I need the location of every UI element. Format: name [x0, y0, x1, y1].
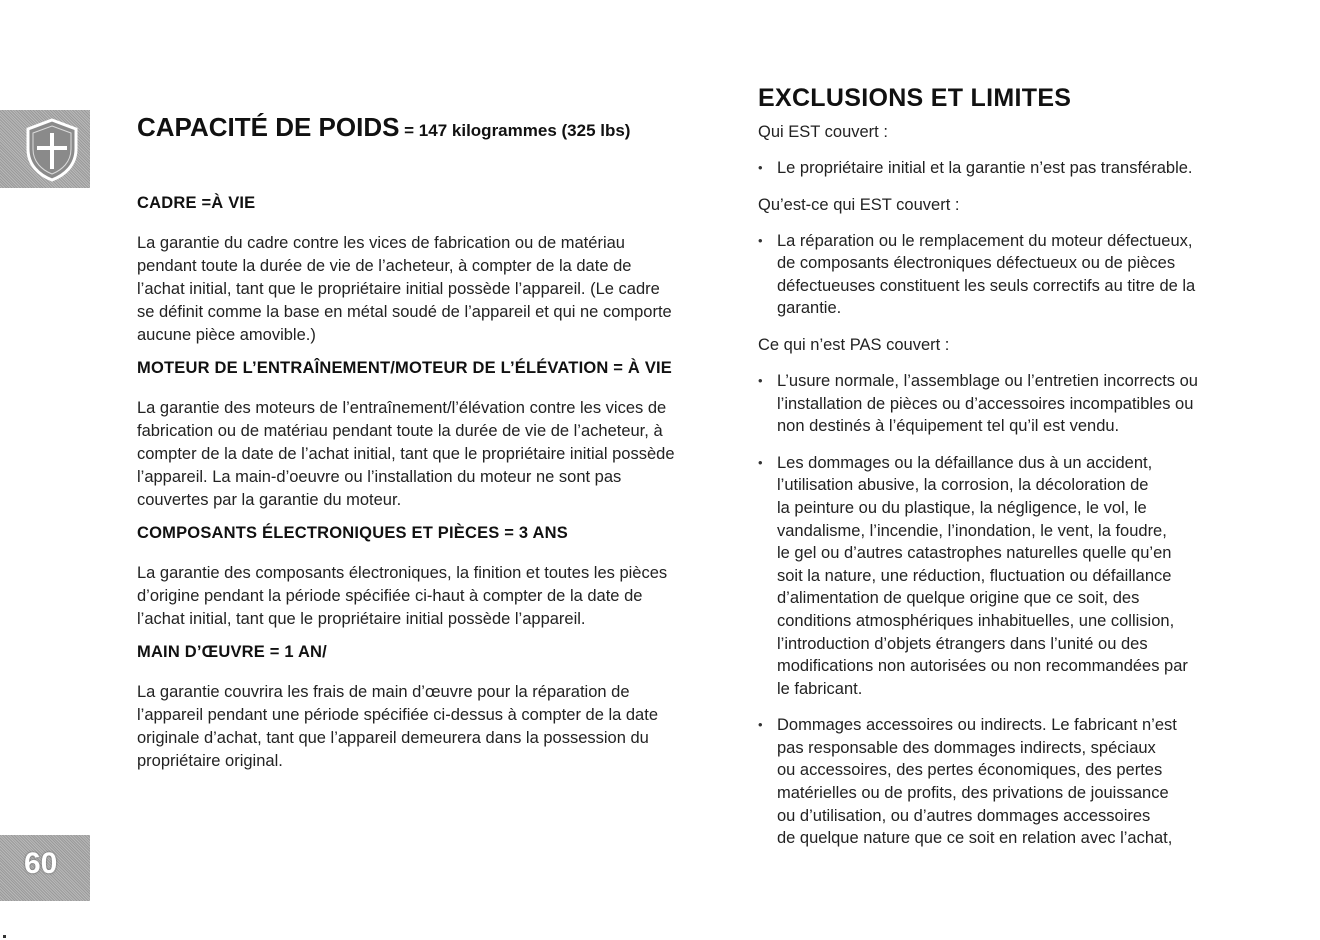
paragraph-line: se définit comme la base en métal soudé de l’appareil et qui ne comporte [137, 303, 672, 321]
bullet-line: de quelque nature que ce soit en relation avec l’achat, [777, 829, 1173, 848]
exclusions-column [758, 84, 1248, 864]
paragraph-line: propriétaire original. [137, 752, 283, 770]
paragraph-line: aucune pièce amovible.) [137, 326, 316, 344]
bullet-line: l’utilisation abusive, la corrosion, la décoloration de [777, 476, 1149, 495]
bullet-line: le fabricant. [777, 679, 863, 698]
weight-capacity-title [137, 112, 630, 143]
bullet-line: défectueuses constituent les seuls correctifs au titre de la [777, 276, 1196, 295]
bullet-item [758, 714, 1248, 850]
paragraph-line: l’appareil pendant une période spécifiée ci-dessus à compter de la date [137, 706, 658, 724]
bullet-line: modifications non autorisées ou non recommandées par [777, 657, 1188, 676]
paragraph-line: l’achat initial, tant que le propriétaire initial possède l’appareil. (Le cadre [137, 280, 660, 298]
bullet-line: garantie. [777, 299, 842, 318]
section-paragraph [137, 232, 727, 347]
section-paragraph [137, 681, 727, 773]
bullet-line: soit la nature, une réduction, fluctuation ou défaillance [777, 566, 1172, 585]
weight-capacity-value: = 147 kilogrammes (325 lbs) [399, 121, 631, 140]
bullet-line: non destinés à l’équipement tel qu’il est vendu. [777, 417, 1120, 436]
bullet-line: ou d’utilisation, ou d’autres dommages accessoires [777, 806, 1151, 825]
bullet-line: • La réparation ou le remplacement du moteur défectueux, [777, 231, 1193, 250]
bullet-line: l’installation de pièces ou d’accessoires incompatibles ou [777, 394, 1194, 413]
shield-icon [22, 117, 82, 183]
bullet-line: ou accessoires, des pertes économiques, des pertes [777, 761, 1163, 780]
bullet-line: • L’usure normale, l’assemblage ou l’entretien incorrects ou [777, 371, 1198, 390]
section-heading: CADRE =À VIE [137, 194, 256, 212]
page-mark [3, 935, 6, 938]
section-heading: MAIN D’ŒUVRE = 1 AN/ [137, 643, 327, 661]
bullet-line: • Le propriétaire initial et la garantie n’est pas transférable. [777, 159, 1193, 177]
bullet-item [758, 370, 1248, 438]
paragraph-line: La garantie du cadre contre les vices de fabrication ou de matériau [137, 234, 625, 252]
paragraph-line: compter de la date de l’achat initial, tant que le propriétaire initial possède [137, 445, 675, 463]
bullet-line: • Les dommages ou la défaillance dus à un accident, [777, 453, 1153, 472]
bullet-line: vandalisme, l’incendie, l’inondation, le vent, la foudre, [777, 521, 1167, 540]
bullet-line: pas responsable des dommages indirects, spéciaux [777, 738, 1156, 757]
bullet-line: • Dommages accessoires ou indirects. Le fabricant n’est [777, 716, 1177, 735]
section-paragraph [137, 397, 727, 512]
what-covered-list [758, 230, 1248, 320]
paragraph-line: originale d’achat, tant que l’appareil demeurera dans la possession du [137, 729, 649, 747]
covered-list [758, 157, 1248, 180]
bullet-line: la peinture ou du plastique, la négligence, le vol, le [777, 498, 1147, 517]
bullet-item [758, 157, 1248, 180]
paragraph-line: l’appareil. La main-d’oeuvre ou l’installation du moteur ne sont pas [137, 468, 622, 486]
bullet-line: de composants électroniques défectueux ou de pièces [777, 254, 1176, 273]
page-number: 60 [24, 847, 58, 880]
warranty-coverage-column [137, 194, 727, 785]
section-heading: COMPOSANTS ÉLECTRONIQUES ET PIÈCES = 3 ANS [137, 524, 568, 542]
paragraph-line: l’achat initial, tant que le propriétaire initial possède l’appareil. [137, 610, 586, 628]
bullet-item [758, 230, 1248, 320]
paragraph-line: d’origine pendant la période spécifiée ci-haut à compter de la date de [137, 587, 643, 605]
bullet-line: l’introduction d’objets étrangers dans l’unité ou des [777, 634, 1148, 653]
paragraph-line: La garantie des moteurs de l’entraînement/l’élévation contre les vices de [137, 399, 667, 417]
what-covered-label: Qu’est-ce qui EST couvert : [758, 195, 960, 214]
page-number-tab [0, 835, 90, 901]
section-paragraph [137, 562, 727, 631]
paragraph-line: pendant toute la durée de vie de l’acheteur, à compter de la date de [137, 257, 632, 275]
covered-label: Qui EST couvert : [758, 123, 888, 141]
paragraph-line: couvertes par la garantie du moteur. [137, 491, 402, 509]
paragraph-line: fabrication ou de matériau pendant toute la durée de vie de l’acheteur, à [137, 422, 663, 440]
paragraph-line: La garantie des composants électroniques, la finition et toutes les pièces [137, 564, 668, 582]
paragraph-line: La garantie couvrira les frais de main d’œuvre pour la réparation de [137, 683, 630, 701]
bullet-line: le gel ou d’autres catastrophes naturelles quelle qu’en [777, 544, 1172, 563]
bullet-line: conditions atmosphériques inhabituelles, une collision, [777, 611, 1175, 630]
exclusions-title: EXCLUSIONS ET LIMITES [758, 84, 1072, 112]
not-covered-label: Ce qui n’est PAS couvert : [758, 335, 950, 354]
not-covered-list [758, 370, 1248, 850]
bullet-item [758, 452, 1248, 701]
weight-capacity-label: CAPACITÉ DE POIDS [137, 112, 400, 142]
bullet-line: d’alimentation de quelque origine que ce soit, des [777, 589, 1140, 608]
bullet-line: matérielles ou de profits, des privations de jouissance [777, 784, 1169, 803]
warranty-shield-tab [0, 110, 90, 188]
section-heading: MOTEUR DE L’ENTRAÎNEMENT/MOTEUR DE L’ÉLÉVATION = À VIE [137, 359, 673, 377]
